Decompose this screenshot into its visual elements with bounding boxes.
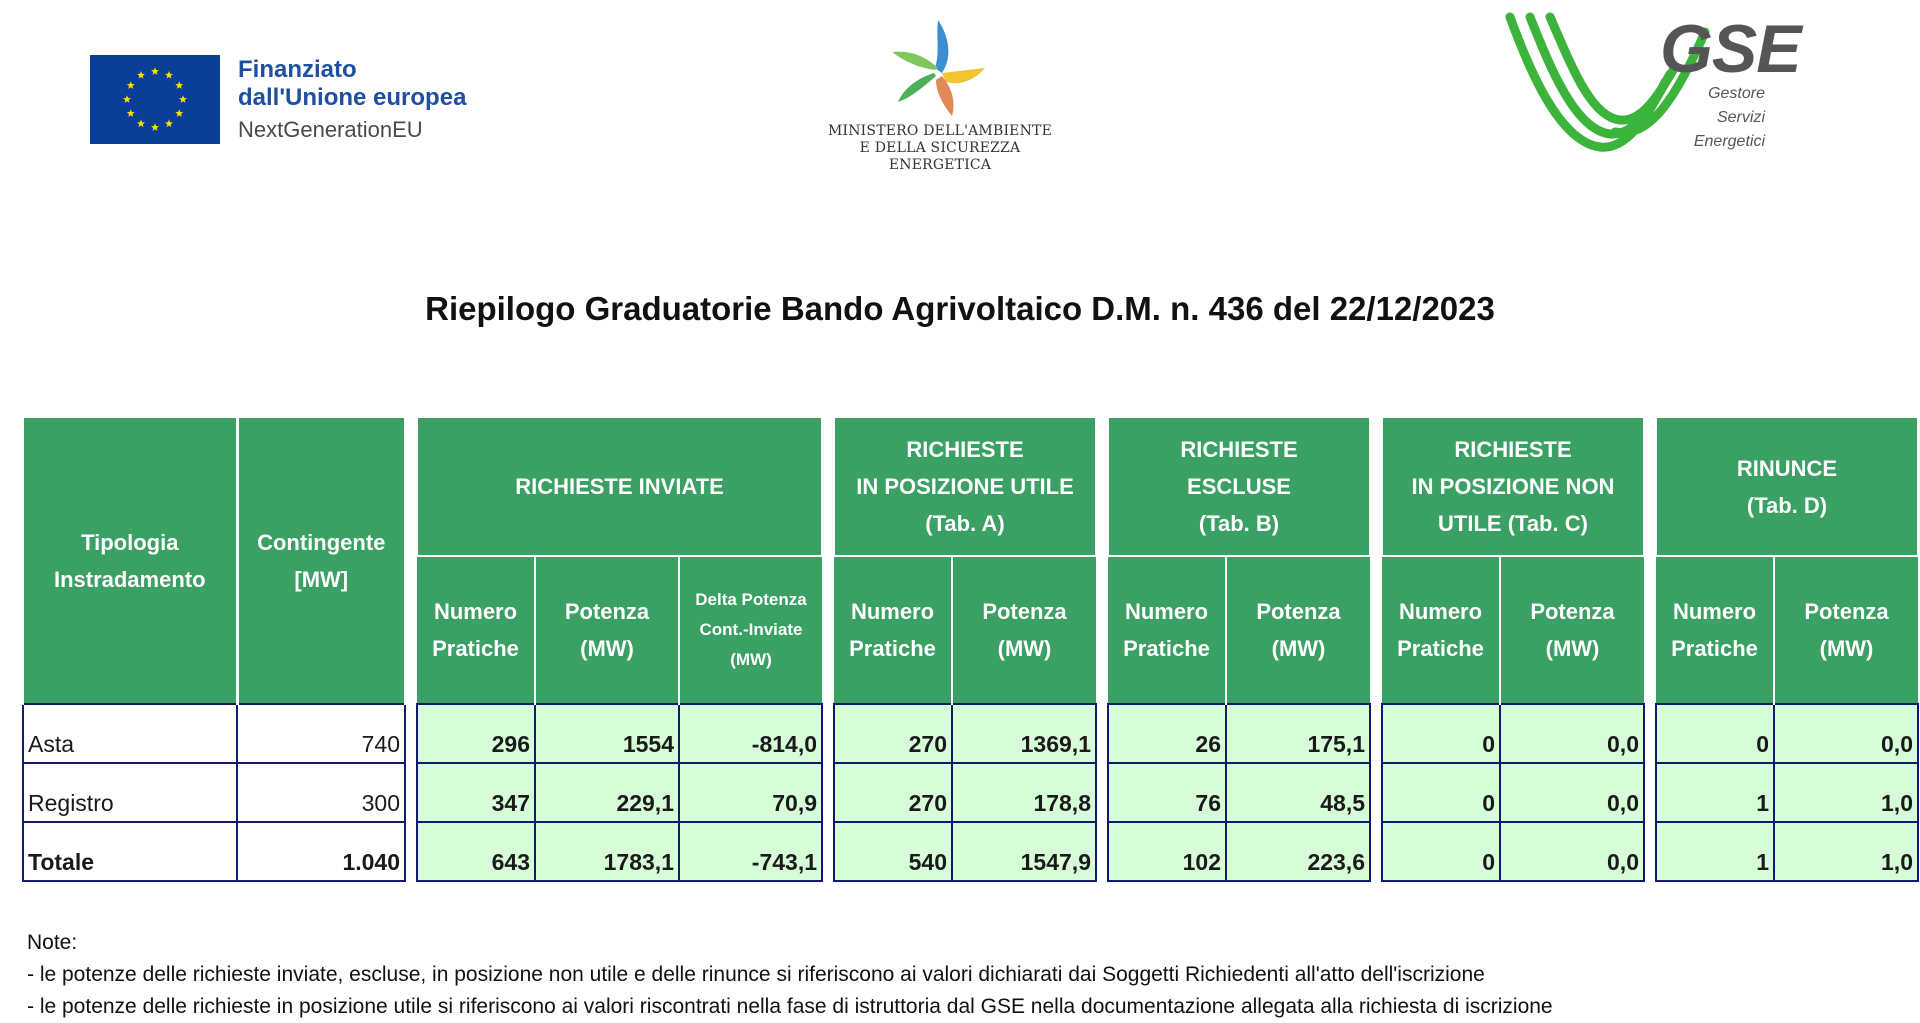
eu-funding-logo <box>90 55 466 144</box>
note-item: - le potenze delle richieste inviate, escluse, in posizione non utile e delle rinunce si riferiscono ai valori dichiarati dai Soggetti Richiedenti all'atto dell'iscrizione <box>27 963 1485 986</box>
header-contingente: Contingente [MW] <box>237 418 405 704</box>
header-esc-potenza: Potenza (MW) <box>1226 556 1370 704</box>
table-row-total <box>23 822 1918 881</box>
cell-esc-numero: 26 <box>1108 704 1226 763</box>
page-title: Riepilogo Graduatorie Bando Agrivoltaico D.M. n. 436 del 22/12/2023 <box>425 290 1495 327</box>
cell-contingente: 300 <box>237 763 405 822</box>
cell-ut-numero: 540 <box>834 822 952 881</box>
cell-esc-potenza: 223,6 <box>1226 822 1370 881</box>
eu-star-icon <box>137 120 145 128</box>
cell-ut-numero: 270 <box>834 763 952 822</box>
cell-inv-potenza: 1783,1 <box>535 822 679 881</box>
cell-rin-potenza: 0,0 <box>1774 704 1918 763</box>
header-nu-numero: Numero Pratiche <box>1382 556 1500 704</box>
cell-ut-potenza: 1369,1 <box>952 704 1096 763</box>
eu-star-icon <box>175 109 183 117</box>
header-rin-numero: Numero Pratiche <box>1656 556 1774 704</box>
header-inv-potenza: Potenza (MW) <box>535 556 679 704</box>
cell-inv-potenza: 1554 <box>535 704 679 763</box>
cell-ut-numero: 270 <box>834 704 952 763</box>
eu-star-icon <box>137 71 145 79</box>
ministry-line1: MINISTERO DELL'AMBIENTE <box>827 123 1053 139</box>
header-inv-delta: Delta Potenza Cont.-Inviate (MW) <box>679 556 822 704</box>
eu-star-icon <box>123 95 131 103</box>
eu-flag-icon <box>90 55 220 144</box>
cell-rin-numero: 1 <box>1656 822 1774 881</box>
cell-inv-numero: 347 <box>417 763 535 822</box>
header-rin-potenza: Potenza (MW) <box>1774 556 1918 704</box>
cell-rin-numero: 0 <box>1656 704 1774 763</box>
cell-nu-potenza: 0,0 <box>1500 704 1644 763</box>
cell-tipologia: Totale <box>23 822 237 881</box>
cell-inv-delta: -814,0 <box>679 704 822 763</box>
eu-logo-line1: Finanziato <box>238 55 357 83</box>
gse-logo <box>1505 12 1815 162</box>
header-richieste-inviate: RICHIESTE INVIATE <box>417 418 822 556</box>
cell-esc-numero: 102 <box>1108 822 1226 881</box>
eu-logo-line2: dall'Unione europea <box>238 84 467 112</box>
ministry-line2: E DELLA SICUREZZA ENERGETICA <box>859 140 1021 173</box>
header-esc-numero: Numero Pratiche <box>1108 556 1226 704</box>
cell-esc-potenza: 48,5 <box>1226 763 1370 822</box>
eu-star-icon <box>179 95 187 103</box>
cell-nu-potenza: 0,0 <box>1500 763 1644 822</box>
table-row <box>23 704 1918 763</box>
gse-sub-line3: Energetici <box>1693 133 1765 150</box>
cell-contingente: 740 <box>237 704 405 763</box>
cell-inv-potenza: 229,1 <box>535 763 679 822</box>
ministry-star-icon <box>880 18 1000 118</box>
cell-rin-potenza: 1,0 <box>1774 763 1918 822</box>
table-row <box>23 763 1918 822</box>
eu-star-icon <box>151 123 159 131</box>
notes-label: Note: <box>27 931 78 954</box>
cell-nu-numero: 0 <box>1382 704 1500 763</box>
cell-esc-potenza: 175,1 <box>1226 704 1370 763</box>
cell-tipologia: Asta <box>23 704 237 763</box>
cell-inv-numero: 296 <box>417 704 535 763</box>
gse-wordmark: GSE <box>1660 11 1801 87</box>
header-inv-numero: Numero Pratiche <box>417 556 535 704</box>
ministry-logo <box>810 18 1070 174</box>
cell-inv-numero: 643 <box>417 822 535 881</box>
cell-ut-potenza: 178,8 <box>952 763 1096 822</box>
header-ut-potenza: Potenza (MW) <box>952 556 1096 704</box>
eu-star-icon <box>165 120 173 128</box>
cell-esc-numero: 76 <box>1108 763 1226 822</box>
gse-sub-line2: Servizi <box>1716 109 1765 126</box>
cell-nu-numero: 0 <box>1382 822 1500 881</box>
cell-contingente: 1.040 <box>237 822 405 881</box>
cell-nu-potenza: 0,0 <box>1500 822 1644 881</box>
cell-ut-potenza: 1547,9 <box>952 822 1096 881</box>
cell-inv-delta: 70,9 <box>679 763 822 822</box>
note-item: - le potenze delle richieste in posizione utile si riferiscono ai valori riscontrati nella fase di istruttoria dal GSE nella documentazione allegata alla richiesta di iscrizione <box>27 995 1553 1018</box>
eu-star-icon <box>175 81 183 89</box>
cell-tipologia: Registro <box>23 763 237 822</box>
cell-nu-numero: 0 <box>1382 763 1500 822</box>
eu-star-icon <box>127 81 135 89</box>
gse-sub-line1: Gestore <box>1708 85 1765 102</box>
eu-logo-line3: NextGenerationEU <box>238 117 423 143</box>
header-non-utile: RICHIESTE IN POSIZIONE NON UTILE (Tab. C) <box>1382 418 1644 556</box>
notes <box>27 927 1553 1023</box>
cell-rin-numero: 1 <box>1656 763 1774 822</box>
header-rinunce: RINUNCE (Tab. D) <box>1656 418 1918 556</box>
summary-table <box>22 418 1919 882</box>
header-ut-numero: Numero Pratiche <box>834 556 952 704</box>
cell-inv-delta: -743,1 <box>679 822 822 881</box>
header-tipologia: Tipologia Instradamento <box>23 418 237 704</box>
eu-star-icon <box>151 67 159 75</box>
header-escluse: RICHIESTE ESCLUSE (Tab. B) <box>1108 418 1370 556</box>
eu-star-icon <box>127 109 135 117</box>
eu-star-icon <box>165 71 173 79</box>
header-nu-potenza: Potenza (MW) <box>1500 556 1644 704</box>
cell-rin-potenza: 1,0 <box>1774 822 1918 881</box>
header-posizione-utile: RICHIESTE IN POSIZIONE UTILE (Tab. A) <box>834 418 1096 556</box>
